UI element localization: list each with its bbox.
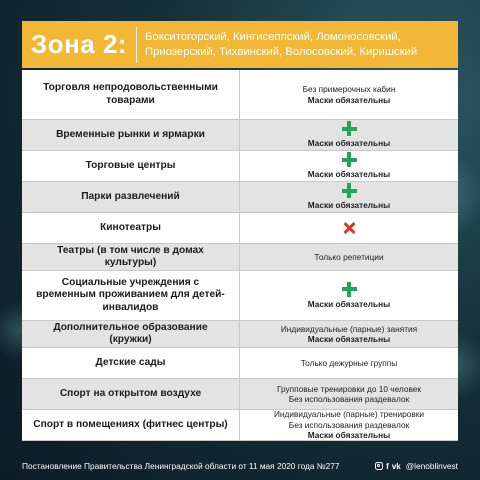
vk-icon[interactable]: vk	[391, 461, 401, 471]
activity-name: Дополнительное образование (кружки)	[22, 321, 240, 347]
activity-name: Театры (в том числе в домах культуры)	[22, 244, 240, 270]
activity-name: Детские сады	[22, 348, 240, 378]
activity-rule	[240, 244, 458, 270]
plus-icon	[342, 183, 357, 198]
mask-requirement: Маски обязательны	[307, 298, 391, 309]
activity-rule	[240, 120, 458, 150]
table-row	[22, 379, 458, 410]
rule-text: Групповые тренировки до 10 человек	[276, 383, 422, 394]
rule-text: Без использования раздевалок	[288, 419, 410, 430]
mask-requirement: Маски обязательны	[307, 138, 391, 149]
table-row	[22, 120, 458, 151]
mask-requirement: Маски обязательны	[307, 94, 391, 105]
table-row	[22, 321, 458, 348]
mask-requirement: Маски обязательны	[307, 430, 391, 441]
activity-rule	[240, 321, 458, 347]
rule-text: Только репетиции	[314, 251, 384, 262]
mask-requirement: Маски обязательны	[307, 200, 391, 211]
table-row	[22, 271, 458, 321]
rule-text: Без примерочных кабин	[302, 84, 396, 94]
instagram-icon[interactable]	[375, 462, 383, 470]
activity-rule	[240, 410, 458, 440]
rule-text: Индивидуальные (парные) тренировки	[273, 409, 425, 420]
activity-rule	[240, 182, 458, 212]
activity-rule	[240, 271, 458, 320]
facebook-icon[interactable]: f	[386, 461, 389, 471]
table-row	[22, 70, 458, 120]
districts-line: Бокситогорский, Кингисеппский, Ломоносовский,	[145, 30, 401, 43]
activity-name: Торговля непродовольственными товарами	[22, 70, 240, 119]
mask-requirement: Маски обязательны	[307, 334, 391, 344]
plus-icon	[342, 152, 357, 167]
zone-header	[22, 21, 458, 68]
table-row	[22, 244, 458, 271]
activity-rule	[240, 70, 458, 119]
activity-name: Спорт на открытом воздухе	[22, 379, 240, 409]
plus-icon	[342, 121, 357, 136]
districts-line: Приозерский, Тихвинский, Волосовский, Киришский	[145, 45, 418, 58]
activity-name: Торговые центры	[22, 151, 240, 181]
activity-name: Спорт в помещениях (фитнес центры)	[22, 410, 240, 440]
zone-districts	[137, 30, 458, 60]
decree-reference: Постановление Правительства Ленинградской области от 11 мая 2020 года №277	[22, 461, 340, 471]
rule-text: Индивидуальные (парные) занятия	[280, 323, 418, 334]
activity-rule	[240, 348, 458, 378]
activity-name: Кинотеатры	[22, 213, 240, 243]
rules-table	[22, 70, 458, 441]
activity-rule	[240, 379, 458, 409]
activity-name: Социальные учреждения с временным проживанием для детей-инвалидов	[22, 271, 240, 320]
footer	[22, 459, 458, 473]
table-row	[22, 151, 458, 182]
social-handle[interactable]: @lenoblinvest	[405, 461, 458, 471]
mask-requirement: Маски обязательны	[307, 169, 391, 180]
table-row	[22, 182, 458, 213]
table-row	[22, 410, 458, 441]
social-links	[375, 461, 458, 471]
activity-rule	[240, 213, 458, 243]
table-row	[22, 348, 458, 379]
table-row	[22, 213, 458, 244]
plus-icon	[342, 282, 357, 297]
rule-text: Без использования раздевалок	[288, 394, 410, 404]
rule-text: Только дежурные группы	[300, 357, 398, 368]
zone-title: Зона 2:	[30, 29, 128, 59]
activity-name: Временные рынки и ярмарки	[22, 120, 240, 150]
cross-icon	[343, 222, 355, 234]
activity-name: Парки развлечений	[22, 182, 240, 212]
activity-rule	[240, 151, 458, 181]
